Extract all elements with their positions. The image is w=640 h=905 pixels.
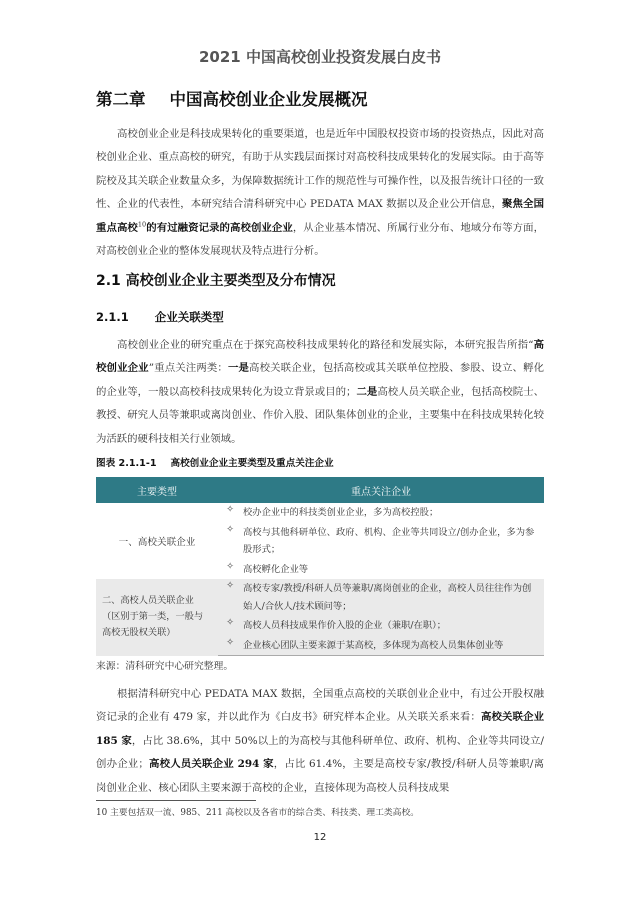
stats-paragraph — [96, 683, 544, 800]
stats-text-3: ，占比 61.4%，主要是高校专家/教授/科研人员等兼职/离岗创业企业、核心团队主要来源于高校的企业，直接体现为高校人员科技成果 — [96, 758, 544, 794]
bullet-icon: ✧ — [226, 560, 234, 572]
table-item: 高校孵化企业等 — [243, 563, 309, 575]
types-text-3: 高校关联企业，包括高校或其关联单位控股、参股、设立、孵化的企业等，一般以高校科技成果转化为设立背景或目的； — [96, 362, 545, 398]
intro-bold-2: 的有过融资记录的高校创业企业 — [146, 221, 293, 234]
chapter-heading — [96, 86, 368, 110]
table-item: 高校与其他科研单位、政府、机构、企业等共同设立/创办企业，多为参股形式； — [243, 526, 535, 555]
subsection-number: 2.1.1 — [96, 310, 129, 324]
stats-text-1: 根据清科研究中心 PEDATA MAX 数据，全国重点高校的关联创业企业中，有过公开股权融资记录的企业有 479 家，并以此作为《白皮书》研究样本企业。从关联关系来看： — [96, 688, 544, 724]
types-table — [96, 477, 544, 656]
table-header-focus: 重点关注企业 — [218, 477, 544, 503]
types-bold-3: 二是 — [356, 385, 378, 398]
footnote-divider — [96, 800, 256, 801]
table-item: 企业核心团队主要来源于某高校，多体现为高校人员集体创业等 — [242, 636, 544, 656]
bullet-icon: ✧ — [226, 580, 234, 591]
bullet-icon: ✧ — [218, 636, 242, 656]
table-category-cell: 一、高校关联企业 — [118, 537, 196, 548]
intro-text-2: ，从企业基本情况、所属行业分布、地域分布等方面，对高校创业企业的整体发展现状及特点进行分析。 — [96, 221, 545, 258]
chapter-title: 中国高校创业企业发展概况 — [169, 90, 368, 109]
types-text-2: ”重点关注两类： — [148, 362, 228, 375]
table-header-row — [96, 477, 544, 503]
table-row — [96, 503, 544, 523]
types-bold-1: 高校创业企业 — [96, 339, 544, 375]
figure-caption — [96, 455, 334, 469]
subsection-heading — [96, 309, 224, 325]
table-header-type: 主要类型 — [96, 477, 218, 503]
stats-bold-2: 高校人员关联企业 294 家 — [148, 758, 274, 771]
table-category-cell: 二、高校人员关联企业（区别于第一类，一般与高校无股权关联） — [102, 595, 204, 639]
footnote: 10 主要包括双一流、985、211 高校以及各省市的综合类、科技类、理工类高校。 — [96, 808, 420, 818]
figure-source: 来源：清科研究中心研究整理。 — [96, 661, 234, 672]
types-text-1: 高校创业企业的研究重点在于探究高校科技成果转化的路径和发展实际，本研究报告所指“ — [117, 339, 534, 351]
page-number: 12 — [313, 832, 327, 843]
intro-bold-1: 聚焦全国重点高校 — [96, 198, 544, 234]
intro-paragraph — [96, 123, 544, 263]
stats-text-2: ，占比 38.6%，其中 50%以上的为高校与其他科研单位、政府、机构、企业等共同设立/创办企业； — [96, 734, 544, 771]
footnote-reference: 10 — [137, 220, 147, 229]
page-header-title: 2021 中国高校创业投资发展白皮书 — [199, 48, 441, 66]
subsection-title: 企业关联类型 — [154, 310, 224, 324]
table-item: 校办企业中的科技类创业企业，多为高校控股； — [243, 507, 439, 518]
bullet-icon: ✧ — [226, 504, 234, 515]
table-item: 高校专家/教授/科研人员等兼职/离岗创业的企业，高校人员往往作为创始人/合伙人/技术顾问等； — [243, 583, 532, 612]
figure-title: 高校创业企业主要类型及重点关注企业 — [170, 458, 334, 469]
types-paragraph — [96, 334, 544, 451]
intro-text-1: 高校创业企业是科技成果转化的重要渠道，也是近年中国股权投资市场的投资热点，因此对高校创业企业、重点高校的研究，有助于从实践层面探讨对高校科技成果转化的发展实际。由于高等院校及其关联企业数量众多，为保障数据统计工作的规范性与可操作性，以及报告统计口径的一致性、企业的代表性，本研究结合清科研究中心 PEDATA MAX 数据以及企业公开信息， — [96, 128, 544, 211]
stats-bold-1: 高校关联企业 185 家 — [96, 711, 545, 747]
types-text-4: 高校人员关联企业，包括高校院士、教授、研究人员等兼职或离岗创业、作价入股、团队集体创业的企业，主要集中在科技成果转化较为活跃的硬科技相关行业领域。 — [96, 385, 545, 445]
bullet-icon: ✧ — [226, 617, 234, 628]
figure-number: 图表 2.1.1-1 — [96, 458, 157, 469]
table-row — [96, 579, 544, 616]
table-item: 高校人员科技成果作价入股的企业（兼职/在职）； — [243, 620, 447, 631]
types-bold-2: 一是 — [227, 362, 250, 375]
bullet-icon: ✧ — [226, 523, 234, 535]
chapter-number: 第二章 — [96, 90, 146, 109]
section-heading: 2.1 高校创业企业主要类型及分布情况 — [96, 273, 336, 289]
